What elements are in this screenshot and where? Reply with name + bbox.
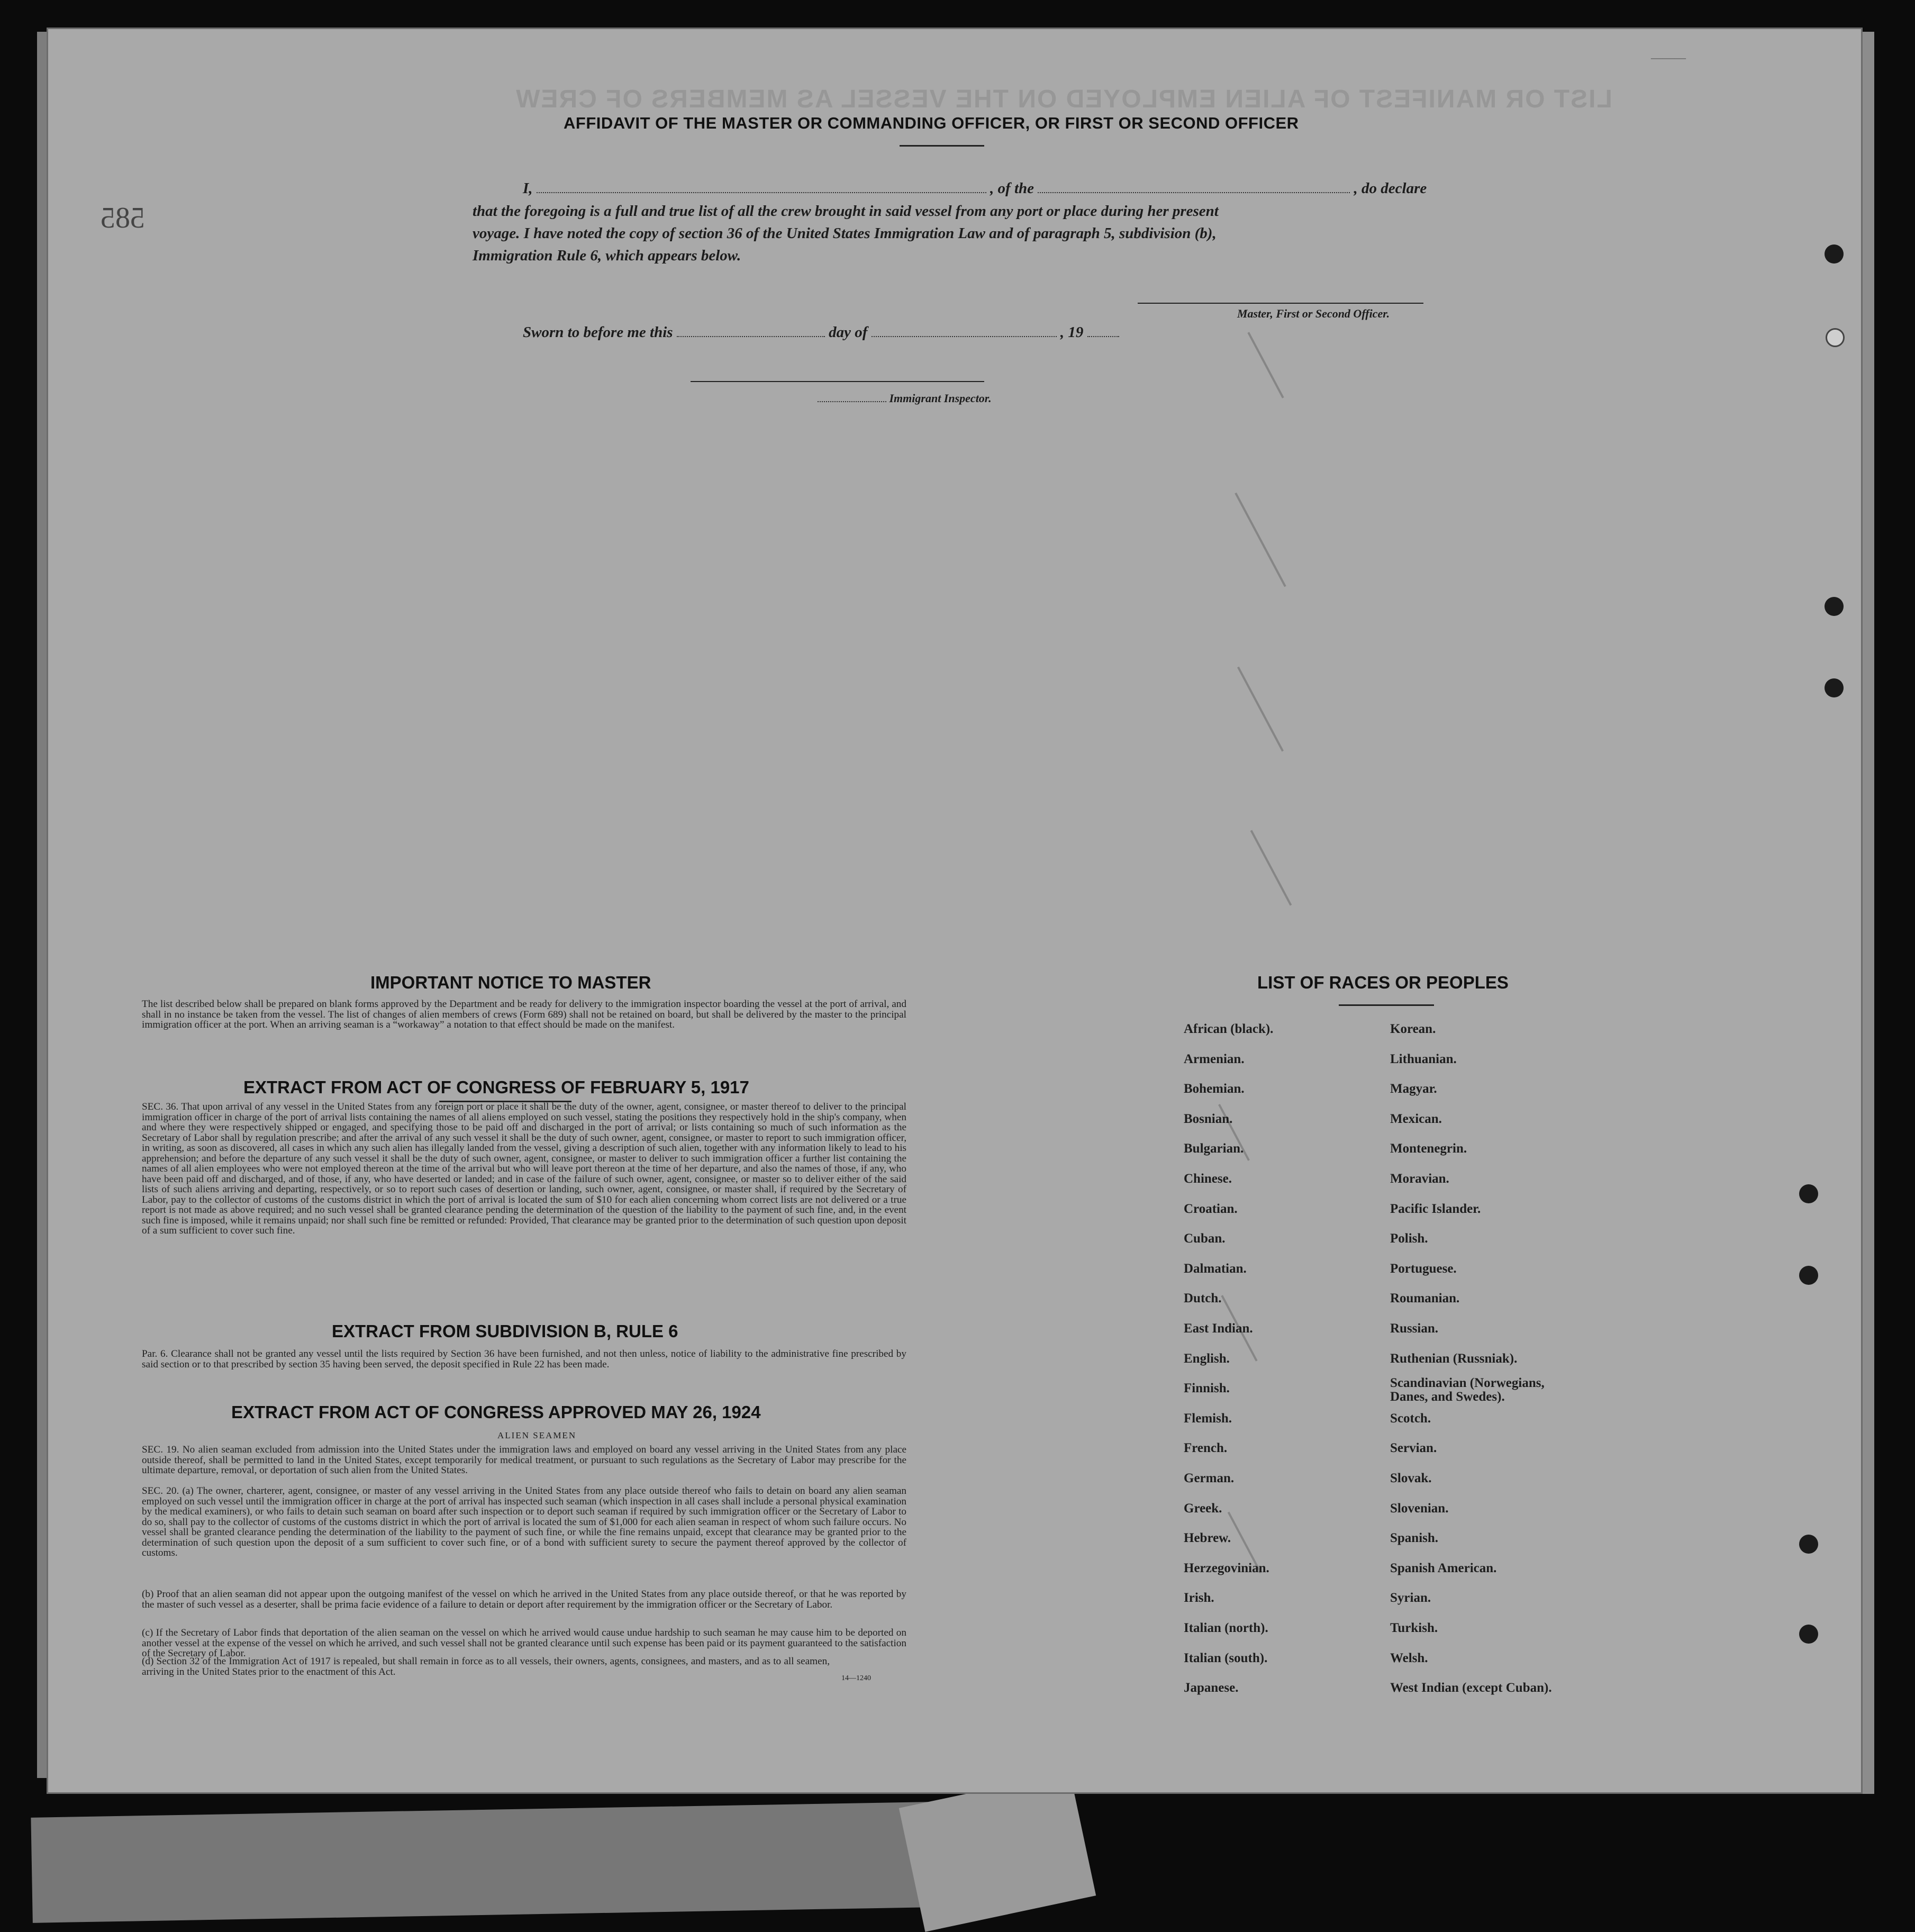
margin-page-number: 585	[101, 202, 145, 234]
races-title-rule	[1339, 1004, 1434, 1006]
affidavit-of-the: , of the	[990, 180, 1034, 197]
affidavit-i: I,	[523, 180, 533, 197]
race-item: Scandinavian (Norwegians, Danes, and Swedes).	[1390, 1376, 1545, 1404]
race-item: African (black).	[1184, 1022, 1274, 1036]
underlying-sheet-corner	[899, 1772, 1096, 1931]
sworn-month-field[interactable]	[872, 336, 1057, 337]
extract-rule6-title: EXTRACT FROM SUBDIVISION B, RULE 6	[332, 1321, 678, 1341]
race-item: Polish.	[1390, 1231, 1428, 1246]
race-item: East Indian.	[1184, 1321, 1253, 1336]
extract-1917-title: EXTRACT FROM ACT OF CONGRESS OF FEBRUARY 5, 1917	[243, 1077, 749, 1097]
race-item: Cuban.	[1184, 1231, 1226, 1246]
affidavit-line-2: that the foregoing is a full and true list of all the crew brought in said vessel from any port or place during her present	[473, 203, 1219, 220]
page-edge-left	[37, 32, 48, 1778]
sworn-line	[523, 324, 1119, 341]
extract-rule6-body: Par. 6. Clearance shall not be granted any vessel until the lists required by Section 36 have been furnished, and not then unless, notice of liability to the administrative fine prescribed by said section or to that prescribed by section 35 having been served, the deposit specified in Rule 22 has been made.	[142, 1348, 906, 1370]
binder-hole-icon	[1826, 328, 1845, 347]
race-item: Syrian.	[1390, 1591, 1431, 1605]
inspector-signature-label	[818, 392, 992, 405]
inspector-signature-line[interactable]	[691, 381, 984, 382]
extract-1924-title: EXTRACT FROM ACT OF CONGRESS APPROVED MAY 26, 1924	[231, 1402, 761, 1422]
sworn-year-field[interactable]	[1087, 336, 1119, 337]
race-item: Slovak.	[1390, 1471, 1432, 1485]
race-item: Roumanian.	[1390, 1291, 1460, 1305]
race-item: Mexican.	[1390, 1112, 1442, 1126]
races-list-title: LIST OF RACES OR PEOPLES	[1257, 973, 1509, 992]
binder-hole-icon	[1825, 678, 1844, 697]
race-item: Greek.	[1184, 1501, 1222, 1516]
race-item: Japanese.	[1184, 1681, 1239, 1695]
race-item: Dutch.	[1184, 1291, 1222, 1305]
race-item: Montenegrin.	[1390, 1141, 1467, 1156]
binder-hole-icon	[1799, 1184, 1818, 1203]
master-signature-label: Master, First or Second Officer.	[1237, 307, 1390, 320]
sworn-prefix: Sworn to before me this	[523, 324, 673, 341]
race-item: Korean.	[1390, 1022, 1436, 1036]
underlying-sheet	[31, 1802, 932, 1923]
race-item: Irish.	[1184, 1591, 1214, 1605]
race-item: English.	[1184, 1352, 1230, 1366]
race-item: Spanish American.	[1390, 1561, 1497, 1575]
race-item: Pacific Islander.	[1390, 1202, 1481, 1216]
binder-hole-icon	[1825, 597, 1844, 616]
sworn-day-of: day of	[829, 324, 868, 341]
affidavit-declare: , do declare	[1354, 180, 1427, 197]
race-item: Russian.	[1390, 1321, 1439, 1336]
binder-hole-icon	[1799, 1535, 1818, 1554]
notice-title: IMPORTANT NOTICE TO MASTER	[370, 973, 651, 992]
sworn-year: , 19	[1060, 324, 1084, 341]
race-item: Spanish.	[1390, 1531, 1439, 1545]
corner-stamp-mark: ———	[1651, 51, 1686, 64]
binder-hole-icon	[1799, 1266, 1818, 1285]
alien-seamen-subtitle: ALIEN SEAMEN	[497, 1430, 577, 1440]
affidavit-line-3: voyage. I have noted the copy of section 36 of the United States Immigration Law and of paragraph 5, subdivision (b),	[473, 225, 1217, 242]
race-item: Chinese.	[1184, 1172, 1232, 1186]
inspector-dots	[818, 401, 886, 402]
extract-1924-sec19: SEC. 19. No alien seaman excluded from admission into the United States under the immigration laws and employed on board any vessel arriving in the United States from any place outside thereof, shall be permitted to land in the United States, except temporarily for medical treatment, or pursuant to such regulations as the Secretary of Labor may prescribe for the ultimate departure, removal, or deportation of such alien from the United States.	[142, 1444, 906, 1476]
race-item: French.	[1184, 1441, 1228, 1455]
race-item: Scotch.	[1390, 1411, 1431, 1426]
race-item: Ruthenian (Russniak).	[1390, 1352, 1518, 1366]
extract-1924-sec20a: SEC. 20. (a) The owner, charterer, agent, consignee, or master of any vessel arriving in the United States from any place outside thereof who fails to detain on board any alien seaman employed on such vessel until the immigration officer in charge at the port of arrival has inspected such seaman (which inspection in all cases shall include a personal physical examination by the medical examiners), or who fails to detain such seaman on board after such inspection or to deport such seaman if required by such immigration officer or the Secretary of Labor to do so, shall pay to the collector of customs of the customs district in which the port of arrival is located the sum of $1,000 for each alien seaman in respect of whom such failure occurs. No vessel shall be granted clearance pending the determination of the liability to the payment of such fine, or while the fine remains unpaid, except that clearance may be granted prior to the determination of such question upon the deposit of a sum sufficient to cover such fine, or of a bond with sufficient surety to secure the payment thereof approved by the collector of customs.	[142, 1485, 906, 1558]
race-item: Bulgarian.	[1184, 1141, 1244, 1156]
race-item: Armenian.	[1184, 1052, 1245, 1066]
form-number: 14—1240	[841, 1674, 871, 1682]
extract-1917-body: SEC. 36. That upon arrival of any vessel in the United States from any foreign port or place it shall be the duty of the owner, agent, consignee, or master thereof to deliver to the principal immigration officer in charge of the port of arrival lists containing the names of all aliens employed on such vessel, stating the positions they respectively hold in the ship's company, when and where they were respectively shipped or engaged, and specifying those to be paid off and discharged in the port of arrival; or lists containing so much of such information as the Secretary of Labor shall by regulation prescribe; and after the arrival of any such vessel it shall be the duty of such owner, agent, consignee, or master to report to such immigration officer, in writing, as soon as discovered, all cases in which any such alien has illegally landed from the vessel, giving a description of such alien, together with any information likely to lead to his apprehension; and before the departure of any such vessel it shall be the duty of such owner, agent, consignee, or master to deliver to such immigration officer a further list containing the names of all alien employees who were not employed thereon at the time of the arrival but who will leave port thereon at the time of her departure, and also the names of those, if any, who have been paid off and discharged, and of those, if any, who have deserted or landed; and in case of the failure of such owner, agent, consignee, or master so to deliver either of the said lists of such aliens arriving and departing, respectively, or so to report such cases of desertion or landing, such owner, agent, consignee, or master shall, if required by the Secretary of Labor, pay to the collector of customs of the customs district in which the port of arrival is located the sum of $10 for each alien concerning whom correct lists are not delivered or a true report is not made as above required; and no such vessel shall be granted clearance pending the determination of the question of the liability to the payment of such fine, and, in the event such fine is imposed, while it remains unpaid; nor shall such fine be remitted or refunded: Provided, That clearance may be granted prior to the determination of such question upon deposit of a sum sufficient to cover such fine.	[142, 1101, 906, 1236]
extract-1924-sec20b: (b) Proof that an alien seaman did not appear upon the outgoing manifest of the vessel on which he arrived in the United States from any place outside thereof, or that he was reported by the master of such vessel as a deserter, shall be prima facie evidence of a failure to detain or deport after requirement by the immigration officer or the Secretary of Labor.	[142, 1589, 906, 1610]
race-item: Slovenian.	[1390, 1501, 1449, 1516]
race-item: Croatian.	[1184, 1202, 1238, 1216]
binder-hole-icon	[1825, 244, 1844, 264]
race-item: Bohemian.	[1184, 1082, 1245, 1096]
race-item: Bosnian.	[1184, 1112, 1233, 1126]
affidavit-line-1	[523, 180, 1427, 197]
inspector-label: Immigrant Inspector.	[889, 392, 992, 405]
page-edge-right	[1863, 32, 1874, 1794]
race-item: German.	[1184, 1471, 1235, 1485]
notice-body: The list described below shall be prepared on blank forms approved by the Department and be ready for delivery to the immigration inspector boarding the vessel at the port of arrival, and shall in no instance be taken from the vessel. The list of changes of alien members of crews (Form 689) shall not be retained on board, but shall be delivered by the master to the principal immigration officer at the port. When an arriving seaman is a “workaway” a notation to that effect should be made on the manifest.	[142, 999, 906, 1030]
sworn-day-field[interactable]	[677, 336, 825, 337]
affidavit-title: AFFIDAVIT OF THE MASTER OR COMMANDING OFFICER, OR FIRST OR SECOND OFFICER	[564, 114, 1299, 132]
race-item: Herzegovinian.	[1184, 1561, 1269, 1575]
vessel-name-field[interactable]	[1038, 192, 1350, 193]
extract-1924-sec20c: (c) If the Secretary of Labor finds that deportation of the alien seaman on the vessel on which he arrived would cause undue hardship to such seaman he may cause him to be deported on another vessel at the expense of the vessel on which he arrived, and such vessel shall not be granted clearance until such expense has been paid or its payment guaranteed to the satisfaction of the Secretary of Labor.	[142, 1627, 906, 1659]
master-name-field[interactable]	[537, 192, 986, 193]
race-item: Magyar.	[1390, 1082, 1437, 1096]
race-item: Turkish.	[1390, 1621, 1438, 1635]
bleed-through-header: LIST OR MANIFEST OF ALIEN EMPLOYED ON THE VESSEL AS MEMBERS OF CREW	[515, 85, 1612, 113]
race-item: West Indian (except Cuban).	[1390, 1681, 1552, 1695]
affidavit-line-4: Immigration Rule 6, which appears below.	[473, 247, 741, 264]
master-signature-line[interactable]	[1138, 303, 1423, 304]
race-item: Finnish.	[1184, 1381, 1230, 1395]
race-item: Hebrew.	[1184, 1531, 1231, 1545]
binder-hole-icon	[1799, 1625, 1818, 1644]
extract-1924-sec20d: (d) Section 32 of the Immigration Act of 1917 is repealed, but shall remain in force as to all vessels, their owners, agents, consignees, and masters, and as to all seamen, arriving in the United States prior to the enactment of this Act.	[142, 1656, 830, 1677]
race-item: Lithuanian.	[1390, 1052, 1457, 1066]
race-item: Welsh.	[1390, 1651, 1428, 1665]
title-rule	[900, 145, 984, 147]
race-item: Portuguese.	[1390, 1262, 1457, 1276]
race-item: Servian.	[1390, 1441, 1437, 1455]
race-item: Italian (north).	[1184, 1621, 1268, 1635]
race-item: Flemish.	[1184, 1411, 1232, 1426]
race-item: Dalmatian.	[1184, 1262, 1247, 1276]
race-item: Moravian.	[1390, 1172, 1449, 1186]
race-item: Italian (south).	[1184, 1651, 1268, 1665]
